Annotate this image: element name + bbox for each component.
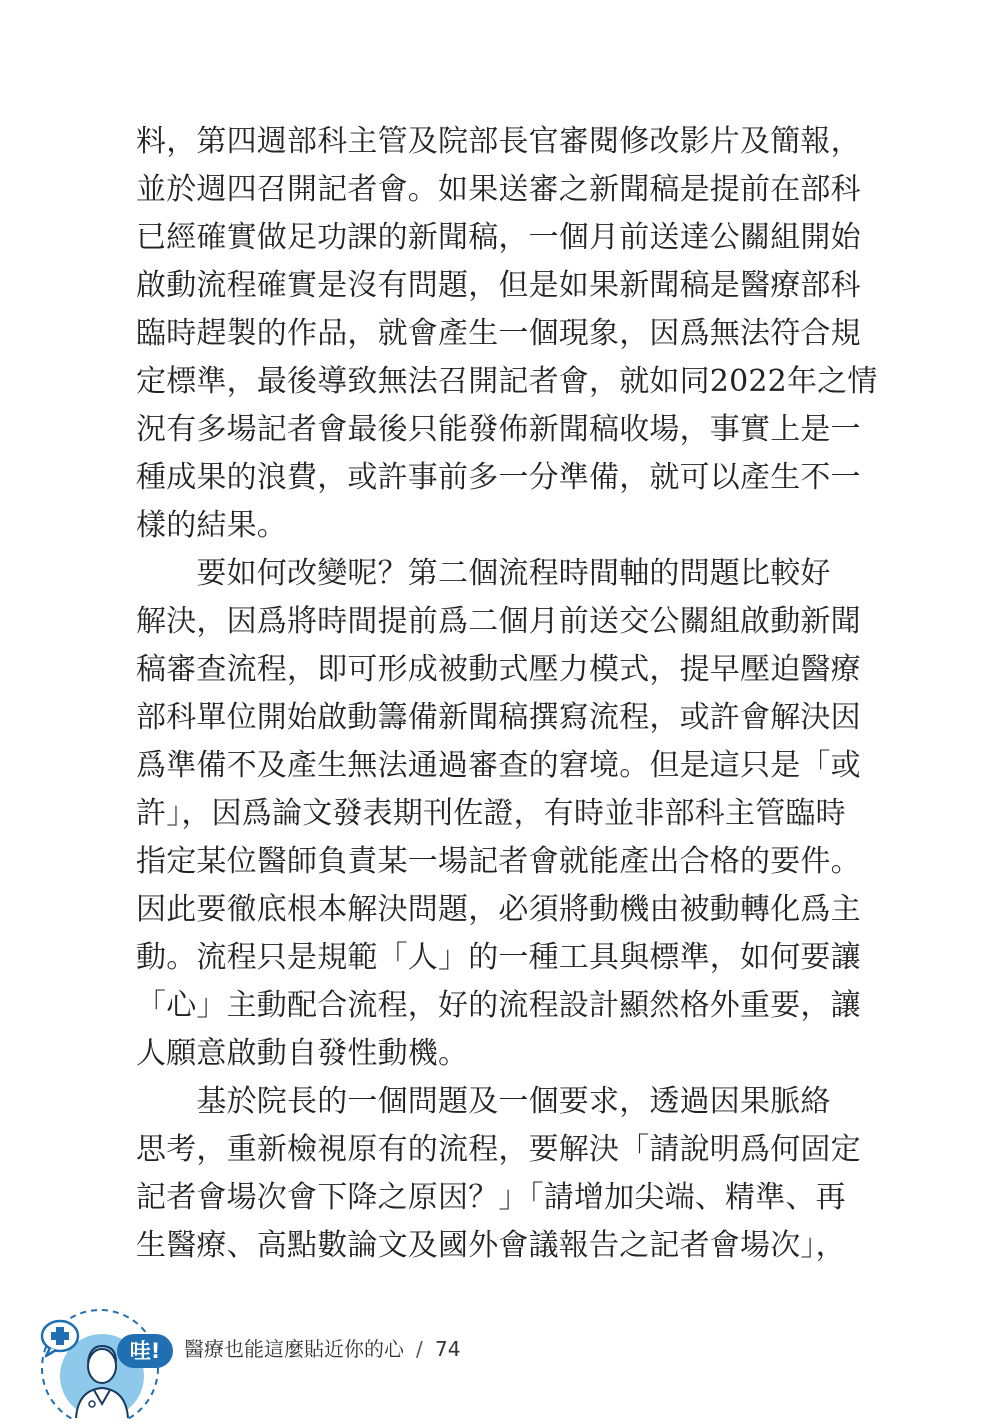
text-line: 已經確實做足功課的新聞稿，一個月前送達公關組開始 xyxy=(136,220,861,255)
text-line: 記者會場次會下降之原因？」「請增加尖端、精準、再 xyxy=(136,1180,846,1215)
page-footer xyxy=(0,1290,1000,1419)
text-line: 因此要徹底根本解決問題，必須將動機由被動轉化爲主 xyxy=(136,892,861,927)
text-line: 許」，因爲論文發表期刊佐證，有時並非部科主管臨時 xyxy=(136,796,846,831)
text-line: 料，第四週部科主管及院部長官審閱修改影片及簡報， xyxy=(136,124,861,159)
text-line: 要如何改變呢？第二個流程時間軸的問題比較好 xyxy=(136,556,831,591)
text-line: 並於週四召開記者會。如果送審之新聞稿是提前在部科 xyxy=(136,172,861,207)
book-title: 醫療也能這麼貼近你的心 xyxy=(184,1337,404,1361)
text-line: 解決，因爲將時間提前爲二個月前送交公關組啟動新聞 xyxy=(136,604,861,639)
text-line: 況有多場記者會最後只能發佈新聞稿收場，事實上是一 xyxy=(136,412,861,447)
body-text xyxy=(136,118,878,1270)
text-line: 部科單位開始啟動籌備新聞稿撰寫流程，或許會解決因 xyxy=(136,700,861,735)
text-line: 稿審查流程，即可形成被動式壓力模式，提早壓迫醫療 xyxy=(136,652,861,687)
text-line: 生醫療、高點數論文及國外會議報告之記者會場次」， xyxy=(136,1228,846,1263)
page-number: 74 xyxy=(435,1337,461,1361)
text-line: 樣的結果。 xyxy=(136,508,287,543)
text-line: 指定某位醫師負責某一場記者會就能產出合格的要件。 xyxy=(136,844,861,879)
text-line: 爲準備不及產生無法通過審查的窘境。但是這只是「或 xyxy=(136,748,861,783)
page-separator: / xyxy=(416,1337,423,1361)
text-line: 種成果的浪費，或許事前多一分準備，就可以產生不一 xyxy=(136,460,861,495)
wow-badge: 哇! xyxy=(117,1334,173,1368)
text-line: 定標準，最後導致無法召開記者會，就如同2022年之情 xyxy=(136,364,878,399)
text-line: 「心」主動配合流程，好的流程設計顯然格外重要，讓 xyxy=(136,988,861,1023)
text-line: 臨時趕製的作品，就會產生一個現象，因爲無法符合規 xyxy=(136,316,861,351)
text-line: 基於院長的一個問題及一個要求，透過因果脈絡 xyxy=(136,1084,831,1119)
text-line: 人願意啟動自發性動機。 xyxy=(136,1036,469,1071)
text-line: 思考，重新檢視原有的流程，要解決「請說明爲何固定 xyxy=(136,1132,861,1167)
text-line: 啟動流程確實是沒有問題，但是如果新聞稿是醫療部科 xyxy=(136,268,861,303)
text-line: 動。流程只是規範「人」的一種工具與標準，如何要讓 xyxy=(136,940,861,975)
